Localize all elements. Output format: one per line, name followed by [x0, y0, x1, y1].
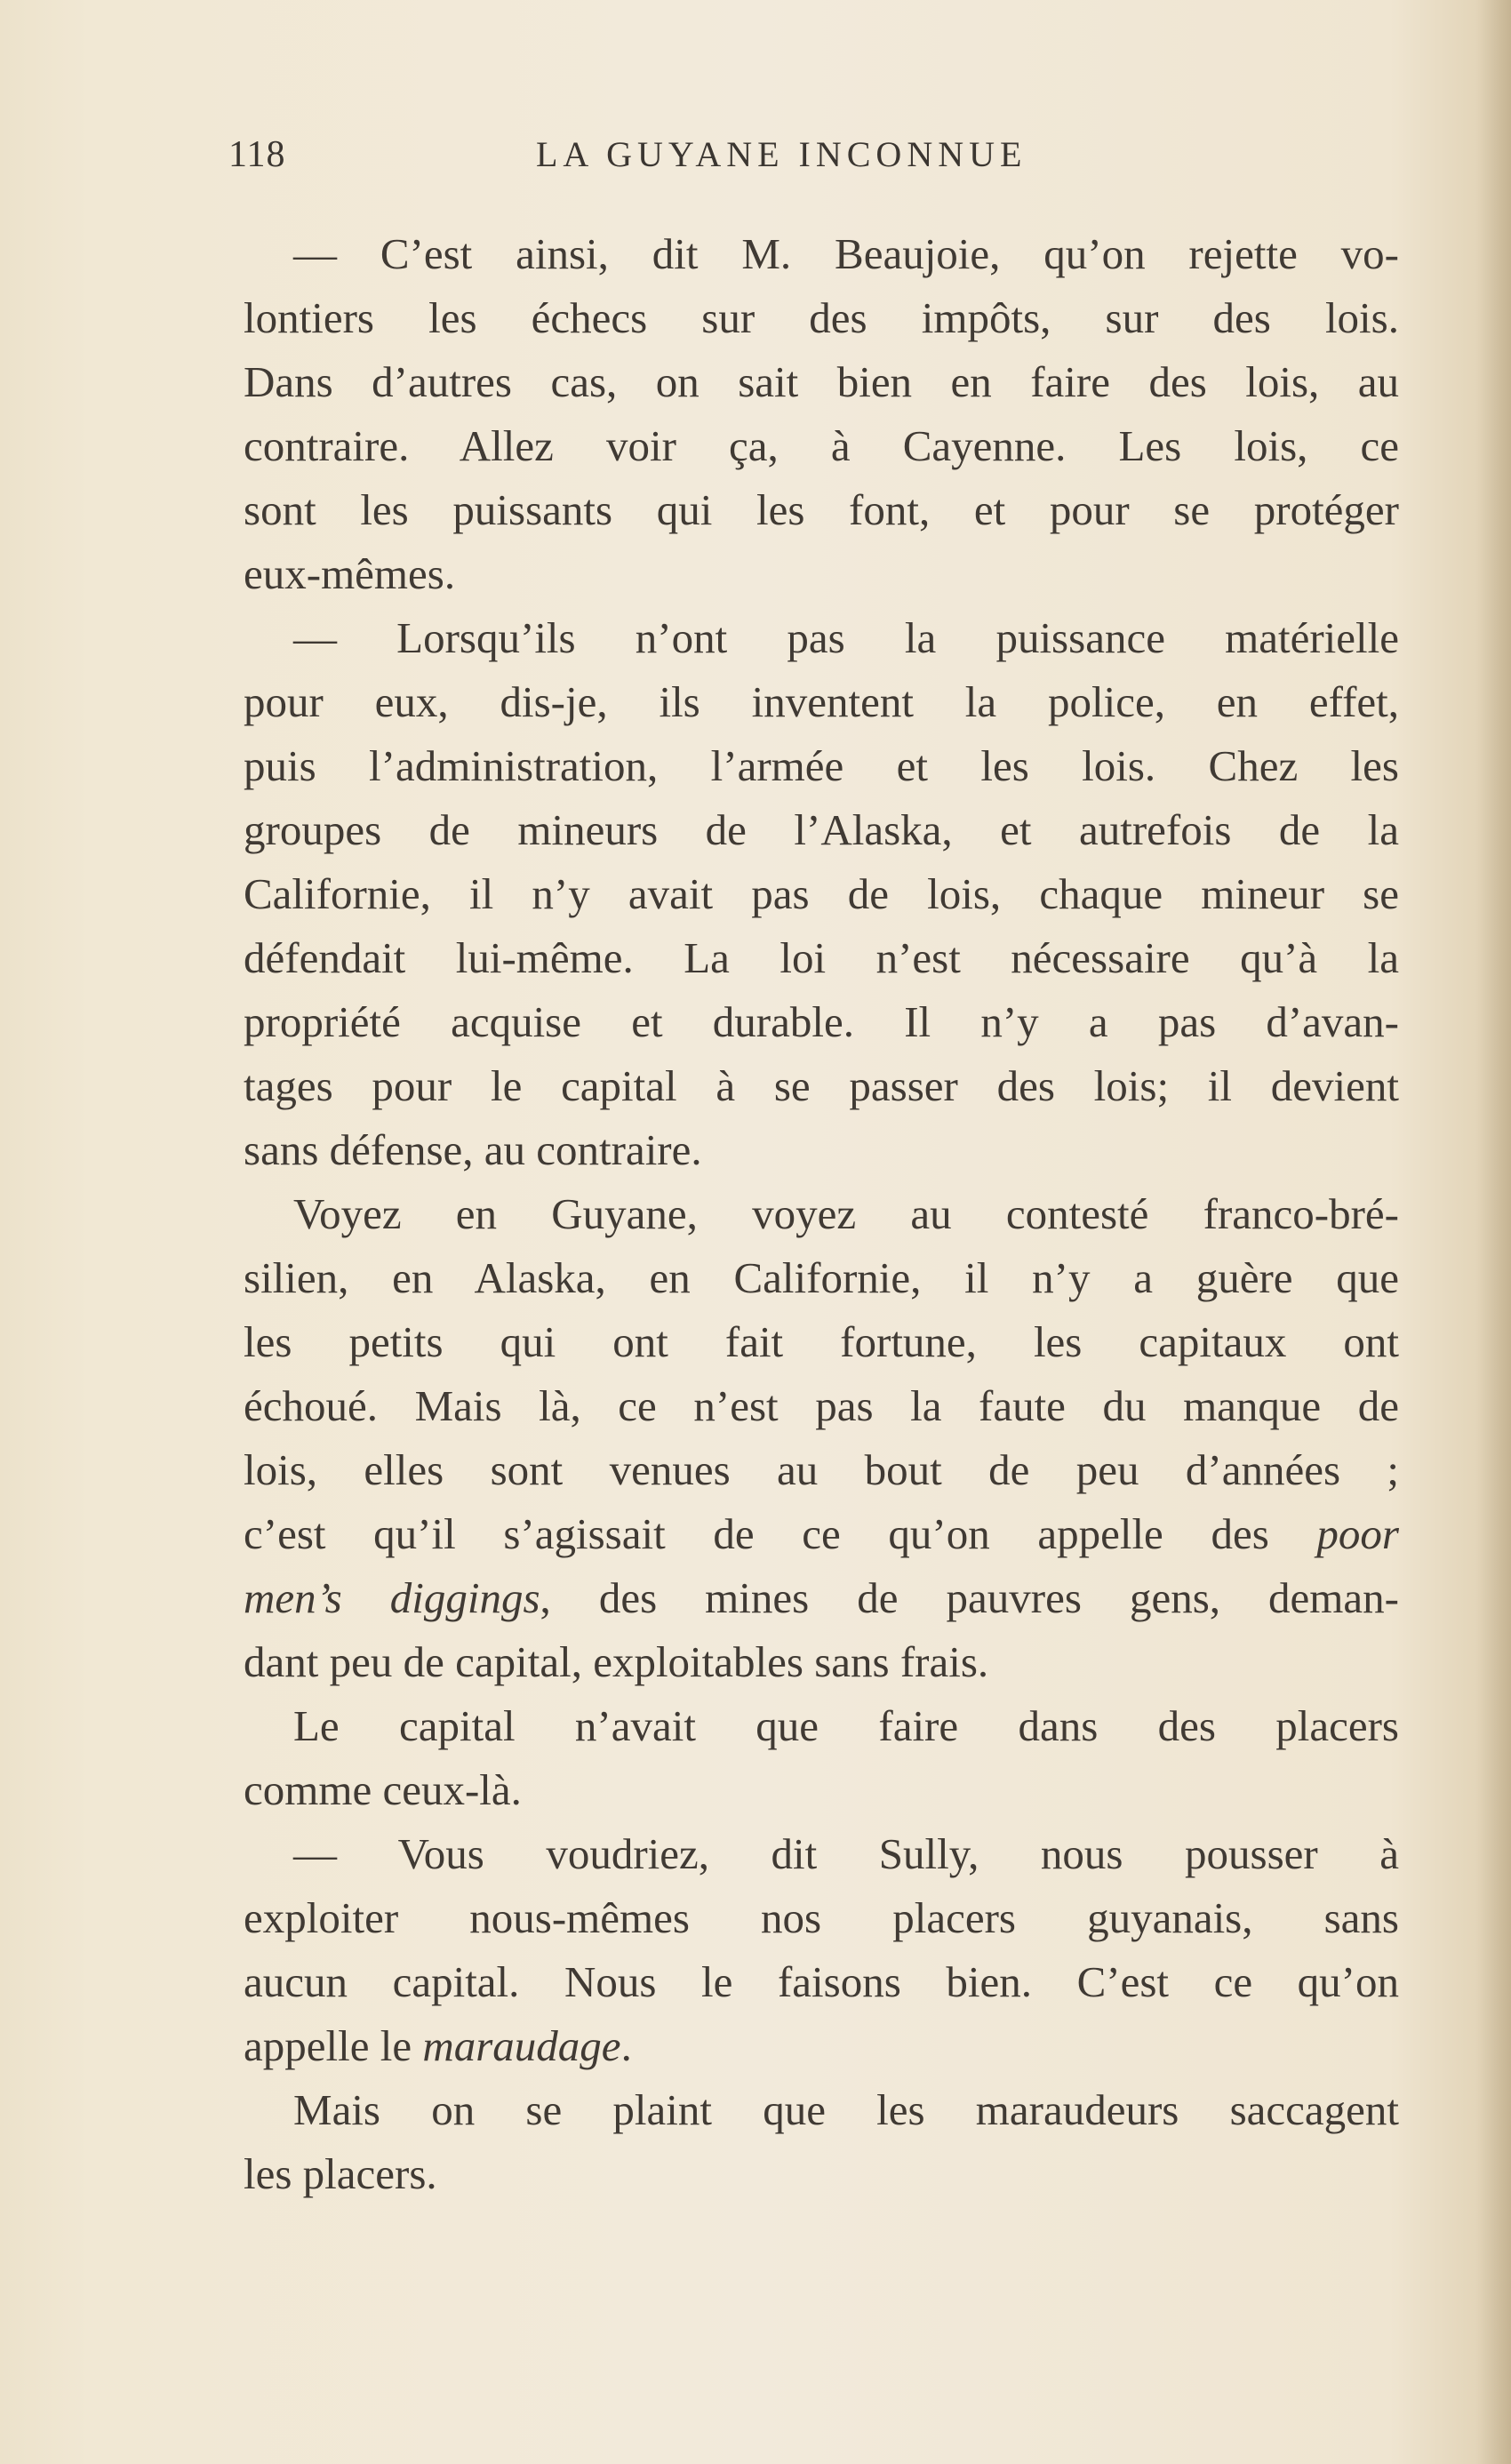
text-line: eux-mêmes.: [244, 549, 456, 598]
text-segment: c’est qu’il s’agissait de ce qu’on appelle des: [244, 1509, 1317, 1558]
text-line: — Vous voudriez, dit Sully, nous pousser à: [293, 1829, 1399, 1878]
italic-term: maraudage: [422, 2021, 621, 2070]
text-line: comme ceux-là.: [244, 1765, 522, 1814]
text-line: — Lorsqu’ils n’ont pas la puissance matérielle: [293, 613, 1399, 662]
text-line: silien, en Alaska, en Californie, il n’y a guère que: [244, 1253, 1399, 1302]
text-line: lois, elles sont venues au bout de peu d’années ;: [244, 1445, 1399, 1494]
text-line: Le capital n’avait que faire dans des placers: [293, 1701, 1399, 1750]
text-line: échoué. Mais là, ce n’est pas la faute du manque de: [244, 1381, 1399, 1430]
text-line: tages pour le capital à se passer des lois; il devient: [244, 1061, 1399, 1110]
text-line: exploiter nous-mêmes nos placers guyanais, sans: [244, 1893, 1399, 1942]
text-line: aucun capital. Nous le faisons bien. C’est ce qu’on: [244, 1957, 1399, 2006]
text-line: puis l’administration, l’armée et les lois. Chez les: [244, 741, 1399, 790]
text-segment: appelle le: [244, 2021, 423, 2070]
text-line: Dans d’autres cas, on sait bien en faire des lois, au: [244, 357, 1399, 406]
italic-term: poor: [1316, 1509, 1399, 1558]
text-line: [244, 1566, 1399, 1630]
text-line: Californie, il n’y avait pas de lois, chaque mineur se: [244, 869, 1399, 918]
italic-term: men’s diggings: [244, 1573, 540, 1622]
running-title: LA GUYANE INCONNUE: [536, 134, 1027, 174]
page-edge-shadow: [1475, 0, 1511, 2464]
text-line: les placers.: [244, 2149, 437, 2198]
text-line: les petits qui ont fait fortune, les capitaux ont: [244, 1317, 1399, 1366]
text-line: Mais on se plaint que les maraudeurs saccagent: [293, 2085, 1399, 2134]
text-line: défendait lui-même. La loi n’est nécessaire qu’à la: [244, 933, 1399, 982]
text-segment: .: [620, 2021, 632, 2070]
text-line: propriété acquise et durable. Il n’y a pas d’avan-: [244, 997, 1399, 1046]
page-number: 118: [228, 134, 286, 175]
text-line: groupes de mineurs de l’Alaska, et autrefois de la: [244, 805, 1399, 854]
text-line: — C’est ainsi, dit M. Beaujoie, qu’on rejette vo-: [293, 229, 1399, 278]
text-line: [244, 2014, 1399, 2078]
page-header: [228, 133, 1402, 187]
text-line: lontiers les échecs sur des impôts, sur des lois.: [244, 293, 1399, 342]
text-line: contraire. Allez voir ça, à Cayenne. Les lois, ce: [244, 421, 1399, 470]
text-line: [244, 1502, 1399, 1566]
text-line: sans défense, au contraire.: [244, 1125, 702, 1174]
text-segment: , des mines de pauvres gens, deman-: [540, 1573, 1399, 1622]
text-line: pour eux, dis-je, ils inventent la police, en effet,: [244, 677, 1399, 726]
body-text: [244, 222, 1399, 2206]
text-line: Voyez en Guyane, voyez au contesté franco-bré-: [293, 1189, 1399, 1238]
text-line: sont les puissants qui les font, et pour se protéger: [244, 485, 1399, 534]
text-line: dant peu de capital, exploitables sans frais.: [244, 1637, 989, 1686]
